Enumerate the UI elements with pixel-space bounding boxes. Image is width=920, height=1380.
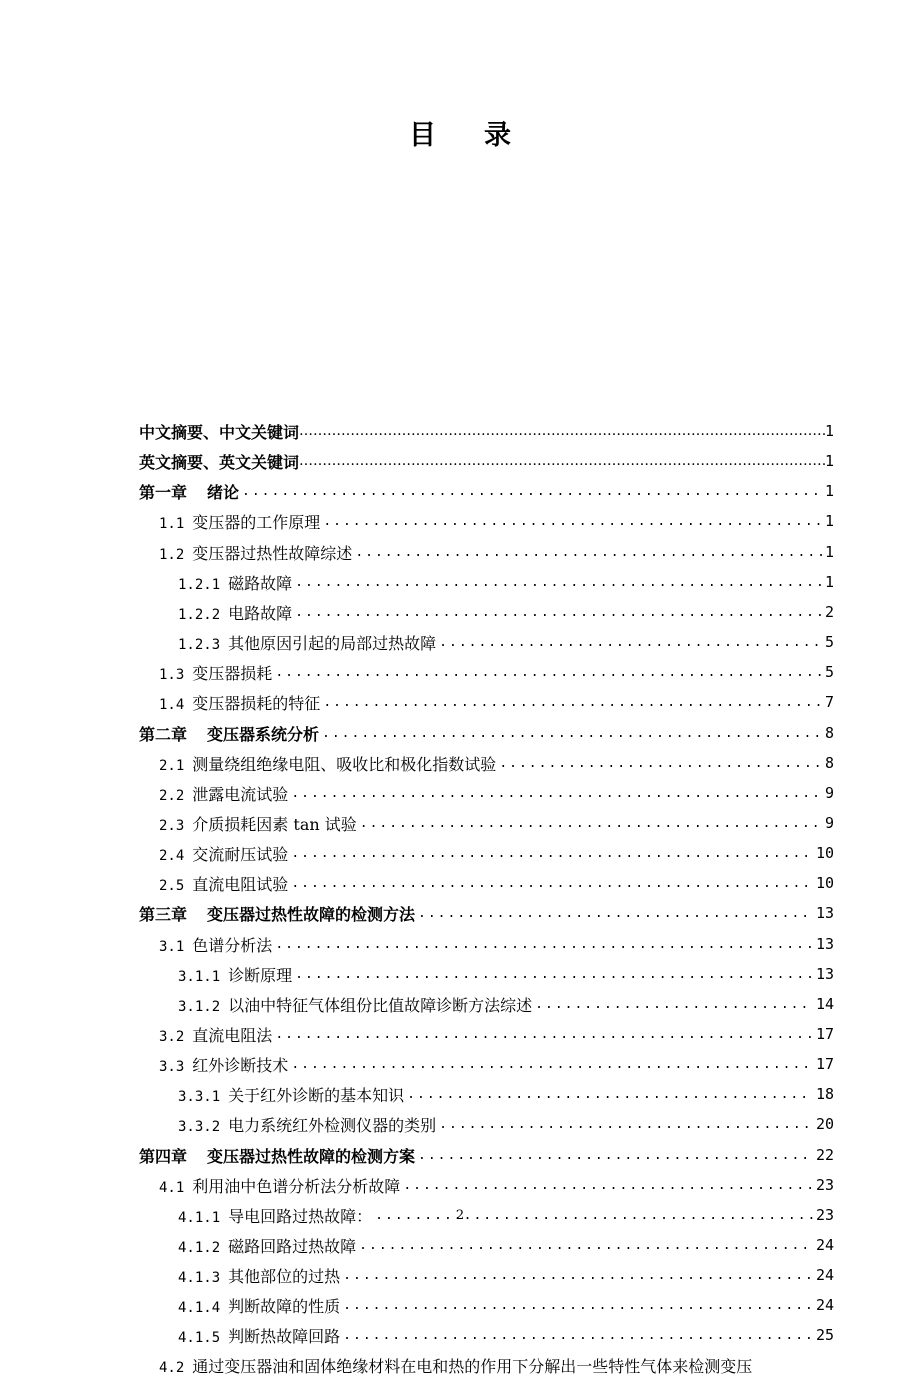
toc-entry-number: 3.3	[159, 1058, 185, 1075]
toc-entry-number: 2.5	[159, 877, 185, 894]
toc-leader	[323, 514, 822, 529]
toc-entry-label: 诊断原理	[228, 965, 293, 985]
toc-entry-chapter-4[interactable]	[139, 1140, 834, 1170]
toc-leader	[359, 1238, 813, 1253]
toc-leader	[323, 695, 822, 710]
toc-entry-number: 2.3	[159, 817, 185, 834]
toc-leader	[275, 1027, 813, 1042]
toc-entry-3-3-2[interactable]	[178, 1109, 834, 1139]
toc-entry-3-1-1[interactable]	[178, 959, 834, 989]
toc-entry-page: 13	[815, 904, 834, 922]
toc-entry-number: 4.1.5	[178, 1329, 221, 1346]
toc-entry-en-abstract[interactable]	[139, 446, 834, 476]
toc-leader	[343, 1298, 813, 1313]
toc-entry-number: 4.1.3	[178, 1269, 221, 1286]
toc-entry-number: 第四章	[139, 1146, 188, 1166]
toc-entry-page: 13	[815, 965, 834, 983]
toc-entry-4-1-5[interactable]	[178, 1320, 834, 1350]
toc-leader	[291, 876, 813, 891]
toc-entry-label: 直流电阻法	[192, 1025, 273, 1045]
toc-entry-page: 23	[815, 1176, 834, 1194]
toc-entry-page: 7	[824, 693, 834, 711]
toc-entry-number: 2.1	[159, 757, 185, 774]
toc-entry-label: 磁路故障	[228, 573, 293, 593]
toc-entry-2-4[interactable]	[159, 838, 834, 868]
toc-entry-label: 变压器损耗	[192, 663, 273, 683]
toc-entry-label: 色谱分析法	[192, 935, 273, 955]
toc-entry-page: 8	[824, 754, 834, 772]
toc-entry-number: 4.2	[159, 1359, 185, 1376]
toc-entry-3-3-1[interactable]	[178, 1079, 834, 1109]
toc-entry-4-2[interactable]	[159, 1350, 836, 1380]
toc-entry-page: 17	[815, 1025, 834, 1043]
toc-entry-number: 3.1.1	[178, 968, 221, 985]
toc-entry-page: 9	[824, 814, 834, 832]
toc-entry-label: 判断热故障回路	[228, 1326, 341, 1346]
toc-entry-label: 其他部位的过热	[228, 1266, 341, 1286]
toc-entry-number: 1.1	[159, 515, 185, 532]
toc-entry-number: 2.2	[159, 787, 185, 804]
page-title	[0, 118, 920, 154]
toc-entry-1-2-2[interactable]	[178, 597, 834, 627]
toc-entry-number: 第二章	[139, 724, 188, 744]
toc-entry-label: 电路故障	[228, 603, 293, 623]
toc-leader	[499, 756, 822, 771]
toc-entry-1-4[interactable]	[159, 687, 834, 717]
toc-entry-page: 9	[824, 784, 834, 802]
toc-leader	[535, 997, 813, 1012]
toc-leader	[355, 545, 822, 560]
toc-entry-label: 直流电阻试验	[192, 874, 289, 894]
toc-entry-3-1[interactable]	[159, 929, 834, 959]
toc-leader	[242, 484, 822, 499]
toc-entry-label: 介质损耗因素 tan 试验	[192, 814, 357, 834]
toc-entry-label: 利用油中色谱分析法分析故障	[192, 1176, 401, 1196]
toc-entry-page: 2	[824, 603, 834, 621]
toc-entry-number: 1.2.1	[178, 576, 221, 593]
toc-entry-number: 3.1	[159, 938, 185, 955]
toc-entry-number: 1.2	[159, 546, 185, 563]
toc-entry-label: 通过变压器油和固体绝缘材料在电和热的作用下分解出一些特性气体来检测变压	[192, 1356, 753, 1376]
toc-leader	[322, 726, 822, 741]
toc-leader	[295, 605, 822, 620]
toc-leader	[418, 906, 813, 921]
toc-entry-3-3[interactable]	[159, 1049, 834, 1079]
toc-entry-page: 22	[815, 1146, 834, 1164]
toc-entry-chapter-3[interactable]	[139, 898, 834, 928]
toc-entry-label: 变压器过热性故障综述	[192, 543, 353, 563]
toc-entry-page: 1	[824, 512, 834, 530]
toc-entry-number: 3.2	[159, 1028, 185, 1045]
toc-entry-cn-abstract[interactable]	[139, 416, 834, 446]
toc-entry-page: 13	[815, 935, 834, 953]
toc-entry-number: 1.4	[159, 696, 185, 713]
toc-entry-2-3[interactable]	[159, 808, 834, 838]
toc-entry-number: 4.1	[159, 1179, 185, 1196]
toc-entry-page: 17	[815, 1055, 834, 1073]
toc-entry-1-3[interactable]	[159, 657, 834, 687]
toc-entry-label: 变压器损耗的特征	[192, 693, 321, 713]
toc-entry-label: 关于红外诊断的基本知识	[228, 1085, 405, 1105]
toc-entry-number: 3.3.2	[178, 1118, 221, 1135]
toc-entry-label: 中文摘要、中文关键词	[139, 422, 300, 442]
page-number: 2	[455, 1208, 465, 1223]
toc-entry-number: 第一章	[139, 482, 188, 502]
toc-entry-page: 10	[815, 874, 834, 892]
toc-entry-page: 1	[824, 422, 834, 440]
title-char-1: 目	[409, 120, 436, 151]
toc-entry-page: 1	[824, 482, 834, 500]
toc-entry-label: 交流耐压试验	[192, 844, 289, 864]
toc-leader	[403, 1178, 813, 1193]
toc-entry-label: 变压器系统分析	[207, 724, 320, 744]
toc-entry-2-1[interactable]	[159, 748, 834, 778]
toc-entry-number: 1.2.3	[178, 636, 221, 653]
toc-entry-page: 10	[815, 844, 834, 862]
toc-leader	[439, 635, 822, 650]
toc-entry-label: 以油中特征气体组份比值故障诊断方法综述	[228, 995, 533, 1015]
toc-entry-number: 1.2.2	[178, 606, 221, 623]
toc-leader	[295, 575, 822, 590]
toc-entry-chapter-1[interactable]	[139, 476, 834, 506]
toc-entry-number: 3.1.2	[178, 998, 221, 1015]
toc-leader	[291, 846, 813, 861]
toc-entry-page: 8	[824, 724, 834, 742]
toc-leader	[291, 786, 822, 801]
toc-entry-page: 24	[815, 1296, 834, 1314]
toc-leader	[343, 1328, 813, 1343]
toc-entry-4-1[interactable]	[159, 1170, 834, 1200]
toc-entry-1-1[interactable]	[159, 506, 834, 536]
toc-entry-page: 1	[824, 452, 834, 470]
toc-entry-label: 电力系统红外检测仪器的类别	[228, 1115, 437, 1135]
toc-entry-label: 绪论	[207, 482, 240, 502]
toc-leader	[418, 1148, 813, 1163]
toc-leader	[291, 1057, 813, 1072]
toc-entry-label: 导电回路过热故障：	[228, 1206, 373, 1226]
toc-entry-number: 1.3	[159, 666, 185, 683]
title-char-2: 录	[484, 120, 511, 151]
toc-entry-page: 1	[824, 543, 834, 561]
toc-entry-label: 变压器过热性故障的检测方法	[207, 904, 416, 924]
toc-entry-number: 4.1.1	[178, 1209, 221, 1226]
toc-entry-number: 2.4	[159, 847, 185, 864]
toc-entry-3-1-2[interactable]	[178, 989, 834, 1019]
toc-entry-4-1-4[interactable]	[178, 1290, 834, 1320]
toc-entry-page: 1	[824, 573, 834, 591]
toc-entry-4-1-2[interactable]	[178, 1230, 834, 1260]
toc-entry-number: 第三章	[139, 904, 188, 924]
toc-entry-number: 3.3.1	[178, 1088, 221, 1105]
toc-entry-label: 英文摘要、英文关键词	[139, 452, 300, 472]
toc-entry-page: 5	[824, 663, 834, 681]
toc-entry-page: 23	[815, 1206, 834, 1224]
toc-entry-page: 24	[815, 1266, 834, 1284]
toc-leader	[299, 453, 825, 469]
toc-entry-1-2-1[interactable]	[178, 567, 834, 597]
toc-entry-2-2[interactable]	[159, 778, 834, 808]
toc-entry-page: 24	[815, 1236, 834, 1254]
toc-entry-number: 4.1.4	[178, 1299, 221, 1316]
toc-entry-label: 磁路回路过热故障	[228, 1236, 357, 1256]
toc-entry-page: 18	[815, 1085, 834, 1103]
toc-entry-page: 20	[815, 1115, 834, 1133]
toc-leader	[295, 967, 813, 982]
toc-entry-label: 测量绕组绝缘电阻、吸收比和极化指数试验	[192, 754, 497, 774]
toc-entry-3-2[interactable]	[159, 1019, 834, 1049]
toc-leader	[275, 665, 822, 680]
toc-entry-1-2-3[interactable]	[178, 627, 834, 657]
toc-entry-label: 红外诊断技术	[192, 1055, 289, 1075]
toc-entry-label: 泄露电流试验	[192, 784, 289, 804]
toc-entry-page: 14	[815, 995, 834, 1013]
toc-entry-label: 其他原因引起的局部过热故障	[228, 633, 437, 653]
toc-leader	[439, 1117, 813, 1132]
toc-entry-2-5[interactable]	[159, 868, 834, 898]
toc-entry-4-1-3[interactable]	[178, 1260, 834, 1290]
toc-entry-page: 25	[815, 1326, 834, 1344]
toc-entry-label: 判断故障的性质	[228, 1296, 341, 1316]
toc-entry-1-2[interactable]	[159, 537, 834, 567]
toc-leader	[275, 937, 813, 952]
toc-entry-page: 5	[824, 633, 834, 651]
toc-entry-chapter-2[interactable]	[139, 718, 834, 748]
toc-entry-label: 变压器过热性故障的检测方案	[207, 1146, 416, 1166]
toc-leader	[299, 423, 825, 439]
toc-leader	[407, 1087, 813, 1102]
toc-entry-label: 变压器的工作原理	[192, 512, 321, 532]
toc-leader	[343, 1268, 813, 1283]
toc-entry-number: 4.1.2	[178, 1239, 221, 1256]
toc-leader	[360, 816, 822, 831]
